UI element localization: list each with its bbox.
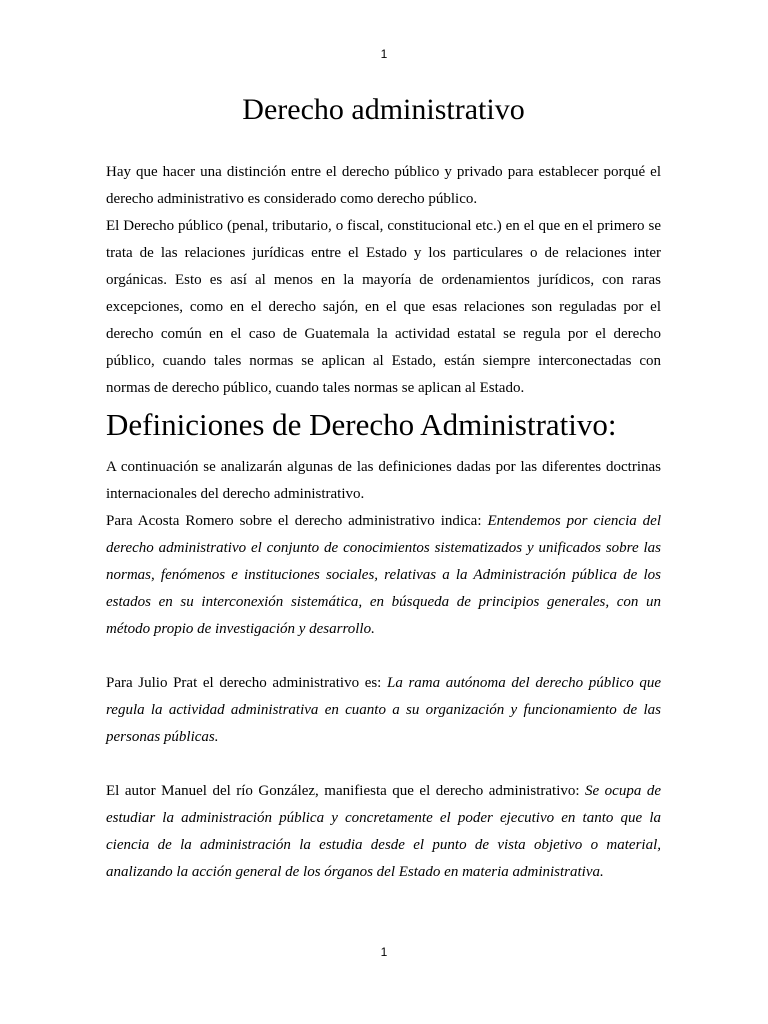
definition-quote: Entendemos por ciencia del derecho administrativo el conjunto de conocimientos sistematizados y unificados sobre las normas, fenómenos e instituciones sociales, relativas a la Administración pública de los estados en su interconexión sistemática, en búsqueda de principios generales, con un método propio de investigación y desarrollo. bbox=[106, 513, 661, 637]
definition-intro: Para Julio Prat el derecho administrativo es: bbox=[106, 675, 387, 691]
page-number-bottom: 1 bbox=[380, 945, 388, 959]
definition-quote: Se ocupa de estudiar la administración pública y concretamente el poder ejecutivo en tanto que la ciencia de la administración la estudia desde el punto de vista objetivo o material, analizando la acción general de los órganos del Estado en materia administrativa. bbox=[106, 783, 661, 880]
spacer bbox=[106, 643, 661, 670]
section-lead-paragraph: A continuación se analizarán algunas de las definiciones dadas por las diferentes doctrinas internacionales del derecho administrativo. bbox=[106, 459, 661, 502]
definition-quote: La rama autónoma del derecho público que regula la actividad administrativa en cuanto a su organización y funcionamiento de las personas públicas. bbox=[106, 675, 661, 745]
definition-manuel-del-rio-gonzalez bbox=[106, 778, 661, 886]
definition-intro: Para Acosta Romero sobre el derecho administrativo indica: bbox=[106, 513, 488, 529]
intro-paragraph-1: Hay que hacer una distinción entre el derecho público y privado para establecer porqué el derecho administrativo es considerado como derecho público. bbox=[106, 164, 661, 207]
page-number-top: 1 bbox=[380, 47, 388, 61]
spacer bbox=[106, 132, 661, 159]
document-body bbox=[106, 88, 661, 886]
intro-paragraph-2: El Derecho público (penal, tributario, o fiscal, constitucional etc.) en el que en el primero se trata de las relaciones jurídicas entre el Estado y los particulares o de relaciones inter orgánicas. Esto es así al menos en la mayoría de ordenamientos jurídicos, con raras excepciones, como en el derecho sajón, en el que esas relaciones son reguladas por el derecho común en el caso de Guatemala la actividad estatal se regula por el derecho público, cuando tales normas se aplican al Estado, están siempre interconectadas con normas de derecho público, cuando tales normas se aplican al Estado. bbox=[106, 218, 661, 396]
definition-acosta-romero bbox=[106, 508, 661, 643]
document-title: Derecho administrativo bbox=[242, 93, 525, 126]
definition-intro: El autor Manuel del río González, manifiesta que el derecho administrativo: bbox=[106, 783, 586, 799]
section-heading: Definiciones de Derecho Administrativo: bbox=[106, 407, 617, 442]
spacer bbox=[106, 751, 661, 778]
definition-julio-prat bbox=[106, 670, 661, 751]
